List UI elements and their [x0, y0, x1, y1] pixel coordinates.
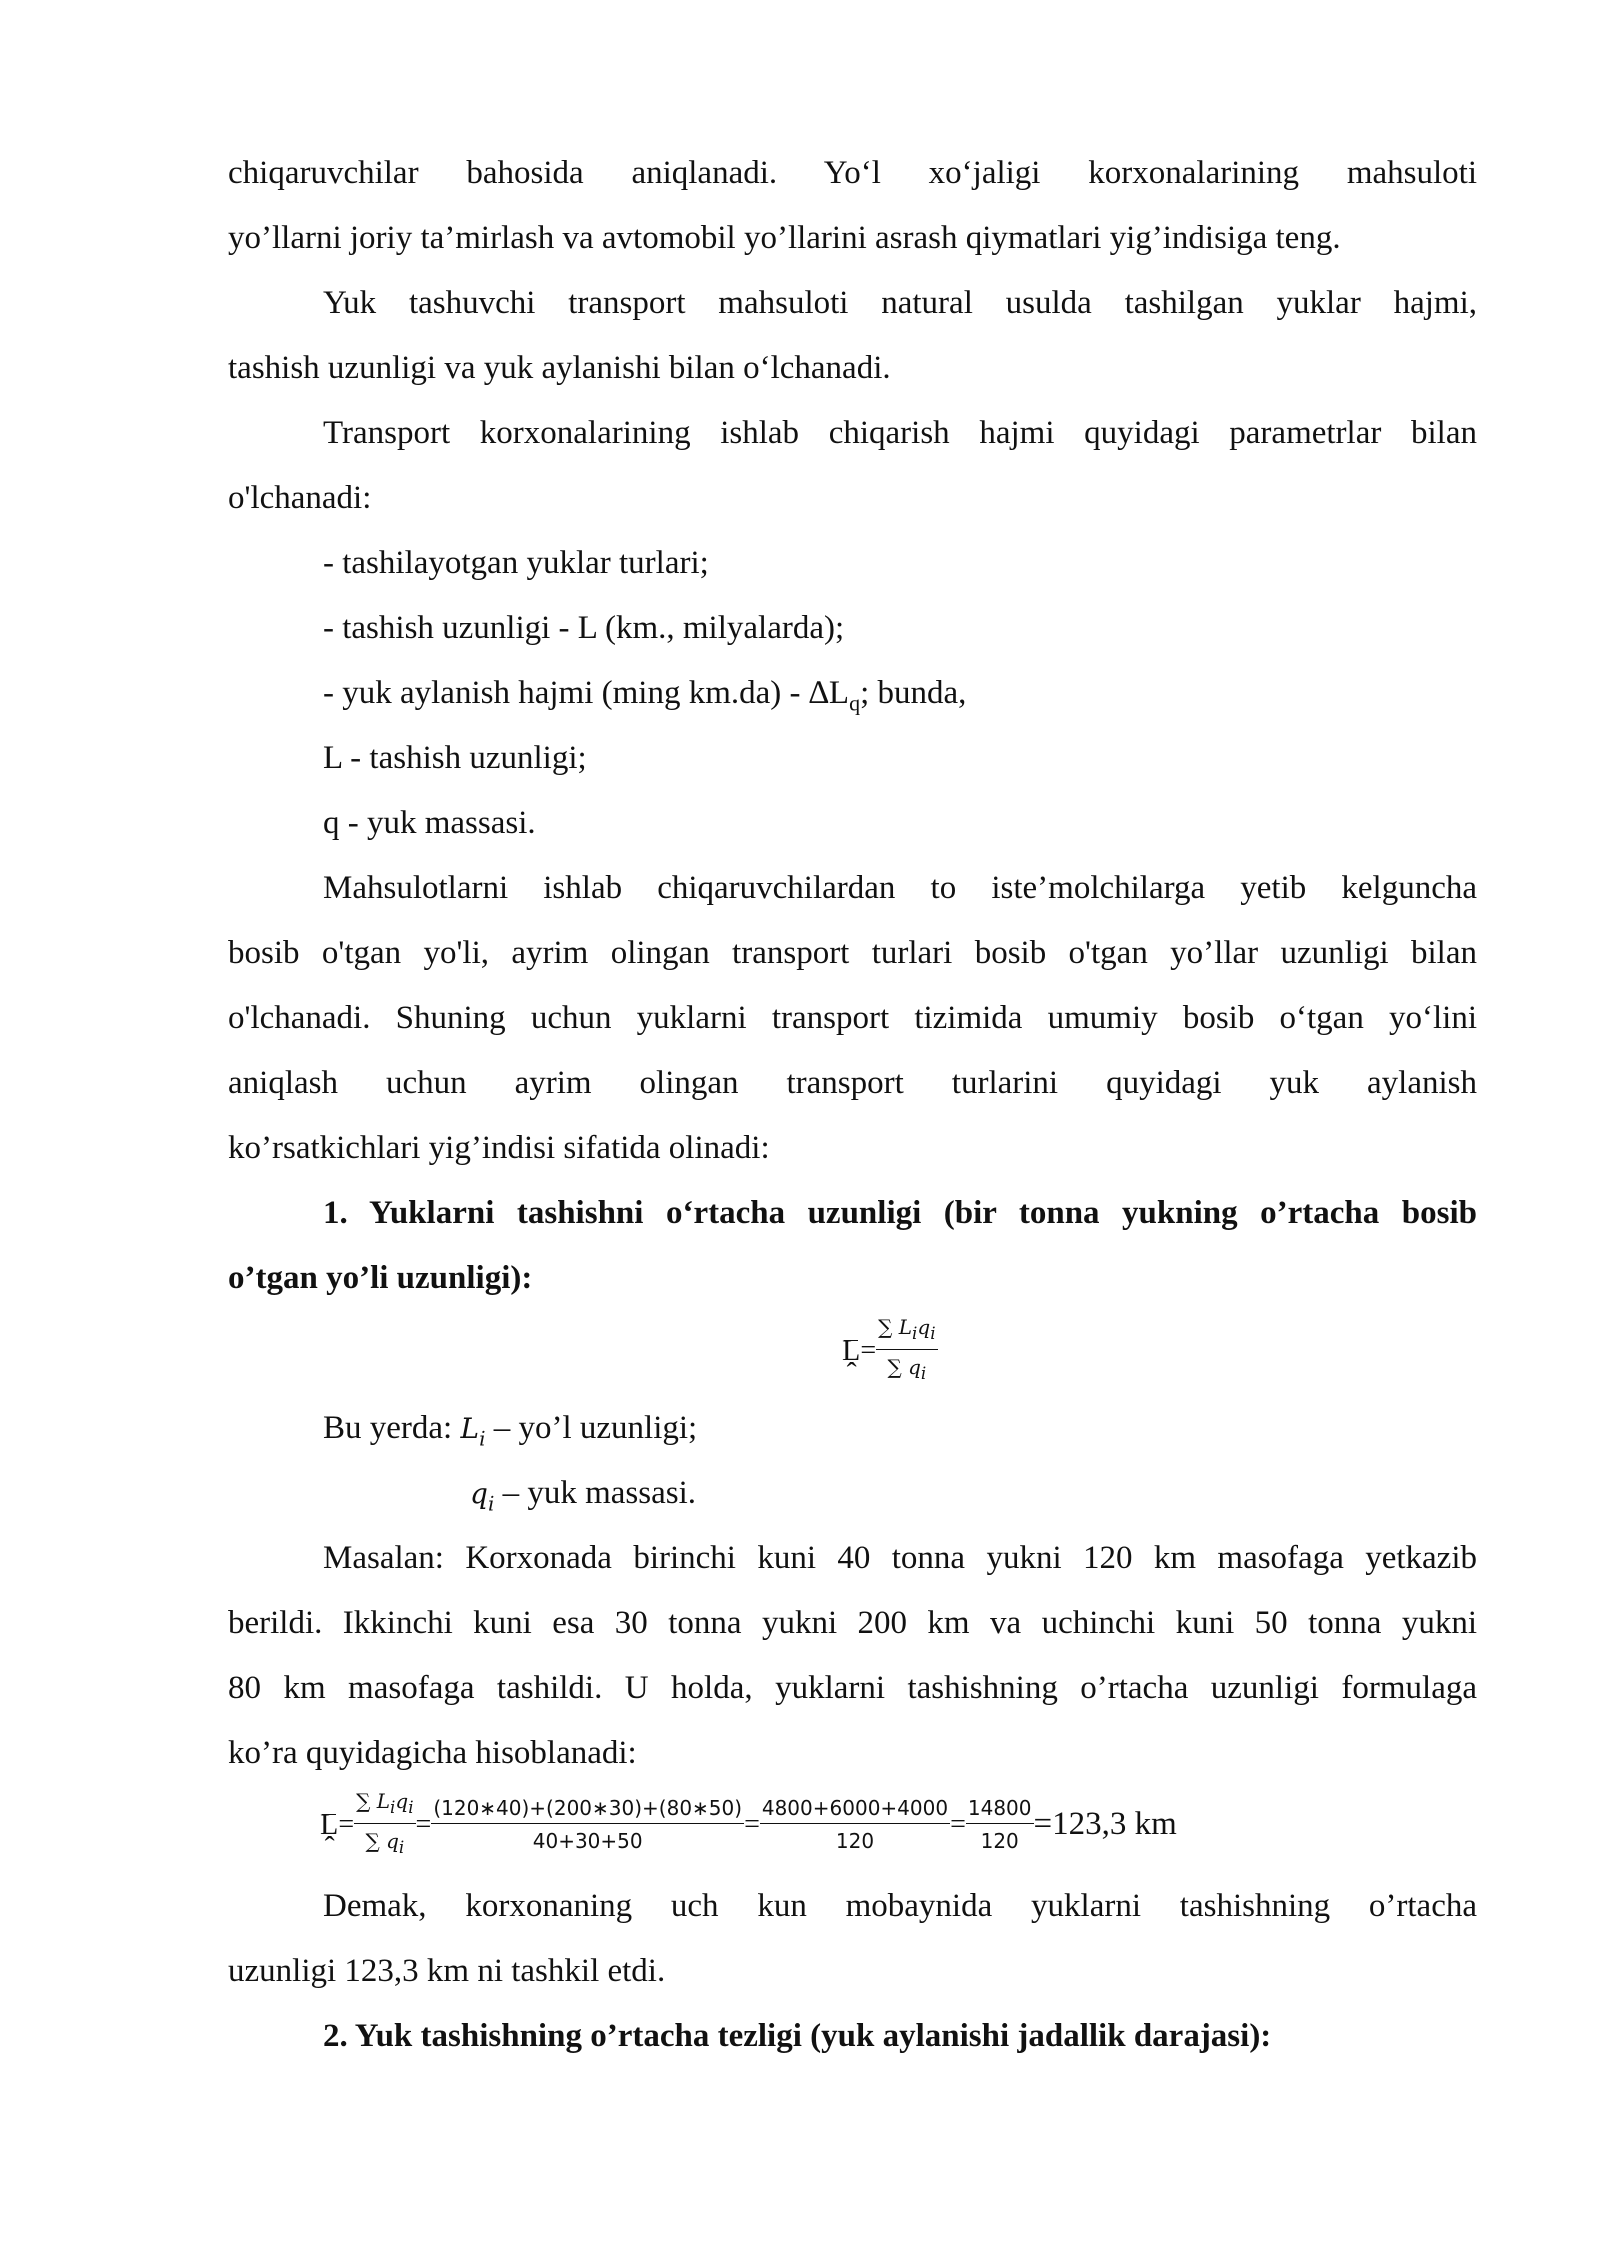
paragraph-line-1 — [228, 153, 1477, 193]
paragraph-line-12: Masalan: Korxonada birinchi kuni 40 tonna yukni 120 km masofaga yetkazib — [323, 1540, 1477, 1576]
subscript: q — [849, 690, 861, 716]
fraction-numerator: 14800 — [966, 1793, 1034, 1824]
text-segment: ; bunda, — [860, 675, 967, 711]
formula-fraction — [876, 1312, 937, 1389]
definition-line: Bu yerda: $L_i$ – yo’l uzunligi; — [323, 1410, 698, 1451]
formula-lhs: Ḽ — [320, 1807, 339, 1841]
section-heading-2: 2. Yuk tashishning o’rtacha tezligi (yuk aylanishi jadallik darajasi): — [323, 2018, 1272, 2054]
list-item: L - tashish uzunligi; — [323, 740, 587, 776]
paragraph-line-3: Yuk tashuvchi transport mahsuloti natural usulda tashilgan yuklar hajmi, — [323, 285, 1477, 321]
text-segment: - yuk aylanish hajmi (ming km.da) - ∆L — [323, 675, 850, 711]
paragraph-line-15: ko’ra quyidagicha hisoblanadi: — [228, 1735, 637, 1771]
fraction-denominator: 120 — [980, 1829, 1019, 1853]
fraction-numerator: ∑ $L_iq_i$ — [354, 1786, 415, 1824]
formula-fraction — [760, 1793, 950, 1856]
paragraph-line-5: Transport korxonalarining ishlab chiqarish hajmi quyidagi parametrlar bilan — [323, 415, 1477, 451]
formula-average-length — [842, 1312, 938, 1389]
fraction-numerator: (120∗40)+(200∗30)+(80∗50) — [431, 1793, 744, 1824]
formula-calculation — [320, 1786, 1177, 1863]
text-line: chiqaruvchilar bahosida aniqlanadi. Yo‘l xo‘jaligi korxonalarining mahsuloti — [228, 155, 1477, 191]
list-item: q - yuk massasi. — [323, 805, 536, 841]
paragraph-line-8: bosib o'tgan yo'li, ayrim olingan transport turlari bosib o'tgan yo’llar uzunligi bilan — [228, 935, 1477, 971]
paragraph-line-16: Demak, korxonaning uch kun mobaynida yuklarni tashishning o’rtacha — [323, 1888, 1477, 1924]
list-item — [323, 673, 966, 724]
fraction-numerator: ∑ $L_iq_i$ — [876, 1312, 937, 1350]
fraction-denominator: 120 — [835, 1829, 875, 1853]
paragraph-line-13: berildi. Ikkinchi kuni esa 30 tonna yukni 200 km va uchinchi kuni 50 tonna yukni — [228, 1605, 1477, 1641]
paragraph-line-10: aniqlash uchun ayrim olingan transport turlarini quyidagi yuk aylanish — [228, 1065, 1477, 1101]
formula-fraction — [354, 1786, 415, 1863]
list-item: - tashish uzunligi - L (km., milyalarda); — [323, 610, 845, 646]
paragraph-line-2 — [228, 218, 1341, 258]
paragraph-line-17: uzunligi 123,3 km ni tashkil etdi. — [228, 1953, 666, 1989]
section-heading-1-cont: o’tgan yo’li uzunligi): — [228, 1260, 533, 1296]
fraction-denominator: ∑ $q_i$ — [365, 1829, 405, 1857]
formula-equals: = — [338, 1808, 355, 1840]
definition-line: $q_i$ – yuk massasi. — [470, 1475, 697, 1516]
paragraph-line-6: o'lchanadi: — [228, 480, 372, 516]
list-item: - tashilayotgan yuklar turlari; — [323, 545, 709, 581]
text-line: yo’llarni joriy ta’mirlash va avtomobil yo’llarini asrash qiymatlari yig’indisiga teng. — [228, 220, 1341, 256]
formula-fraction — [431, 1793, 744, 1856]
paragraph-line-9: o'lchanadi. Shuning uchun yuklarni transport tizimida umumiy bosib o‘tgan yo‘lini — [228, 1000, 1477, 1036]
formula-equals: = — [860, 1334, 877, 1366]
paragraph-line-7: Mahsulotlarni ishlab chiqaruvchilardan to iste’molchilarga yetib kelguncha — [323, 870, 1477, 906]
formula-equals: = — [950, 1808, 966, 1840]
formula-fraction — [966, 1793, 1034, 1856]
formula-equals: = — [415, 1808, 432, 1840]
section-heading-1: 1. Yuklarni tashishni o‘rtacha uzunligi (bir tonna yukning o’rtacha bosib — [323, 1195, 1477, 1231]
fraction-denominator: 40+30+50 — [532, 1829, 643, 1853]
formula-lhs: Ḽ — [842, 1333, 861, 1367]
fraction-numerator: 4800+6000+4000 — [760, 1793, 950, 1824]
paragraph-line-4: tashish uzunligi va yuk aylanishi bilan o‘lchanadi. — [228, 350, 891, 386]
fraction-denominator: ∑ $q_i$ — [887, 1355, 927, 1383]
formula-result: =123,3 km — [1033, 1806, 1177, 1842]
formula-equals: = — [744, 1808, 760, 1840]
paragraph-line-11: ko’rsatkichlari yig’indisi sifatida olinadi: — [228, 1130, 770, 1166]
paragraph-line-14: 80 km masofaga tashildi. U holda, yuklarni tashishning o’rtacha uzunligi formulaga — [228, 1670, 1477, 1706]
